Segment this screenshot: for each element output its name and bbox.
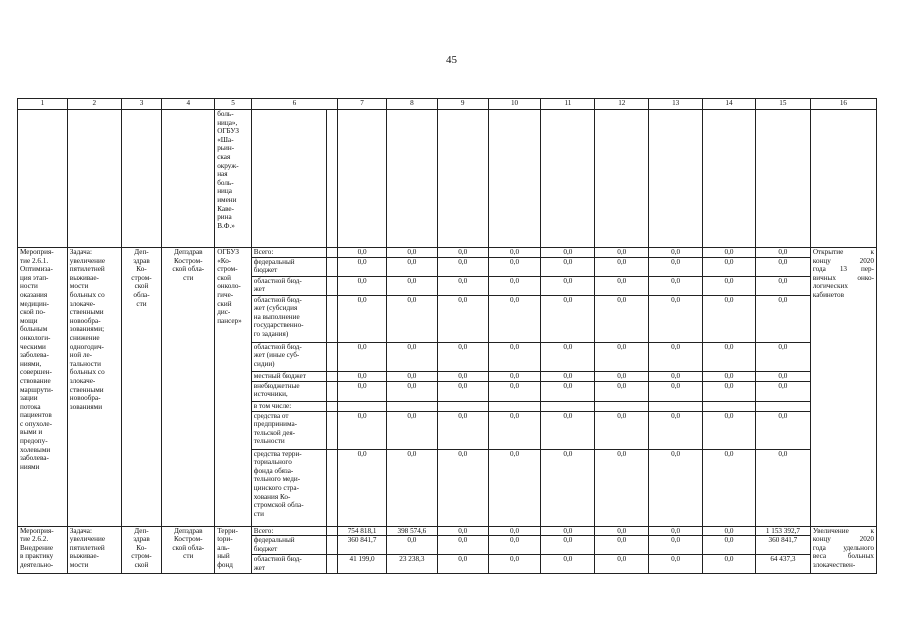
- header-cell: 2: [67, 99, 121, 110]
- continuation-cell: [755, 110, 810, 248]
- value-cell: 0,0: [541, 248, 595, 258]
- value-cell: 0,0: [755, 276, 810, 295]
- block2-col1: Мероприя- тие 2.6.2. Внедрение в практику деятельно-: [18, 526, 68, 574]
- value-cell: 360 841,7: [755, 536, 810, 555]
- value-cell: 0,0: [488, 248, 541, 258]
- value-cell: [703, 401, 756, 411]
- value-cell: 0,0: [386, 449, 437, 526]
- value-cell: 0,0: [488, 555, 541, 574]
- block1-col1: Мероприя- тие 2.6.1. Оптимиза- ция этап- ности оказания медицин- ской по- мощи больным онкологи- ческими заболева- ниями, совершен- ствование маршрути- зации потока пациентов с опухоле- выми и предопу- холевыми заболева- ниями: [18, 248, 68, 527]
- value-cell: 0,0: [649, 536, 703, 555]
- block2-col4: Депздрав Костром- ской обла- сти: [162, 526, 215, 574]
- continuation-cell: [121, 110, 162, 248]
- value-cell: 398 574,6: [386, 526, 437, 536]
- continuation-cell: [67, 110, 121, 248]
- budget-table: [17, 98, 877, 574]
- value-cell: 0,0: [541, 381, 595, 401]
- value-cell: 0,0: [338, 257, 387, 276]
- value-cell: 0,0: [541, 536, 595, 555]
- value-cell: 0,0: [488, 411, 541, 449]
- value-cell: 0,0: [755, 257, 810, 276]
- value-cell: 0,0: [437, 536, 488, 555]
- value-cell: 1 153 392,7: [755, 526, 810, 536]
- value-cell: 0,0: [338, 381, 387, 401]
- value-cell: 0,0: [437, 276, 488, 295]
- value-cell: 0,0: [595, 248, 649, 258]
- header-cell: 15: [755, 99, 810, 110]
- value-cell: 0,0: [437, 555, 488, 574]
- continuation-cell: [338, 110, 387, 248]
- value-cell: 0,0: [755, 449, 810, 526]
- value-cell: 0,0: [703, 449, 756, 526]
- block2-col3: Деп- здрав Ко- стром- ской: [121, 526, 162, 574]
- value-cell: 0,0: [386, 342, 437, 371]
- value-cell: 0,0: [541, 555, 595, 574]
- spacer-cell: [327, 555, 338, 574]
- value-cell: 0,0: [703, 295, 756, 342]
- value-cell: 0,0: [595, 371, 649, 381]
- value-cell: 64 437,3: [755, 555, 810, 574]
- continuation-cell: [595, 110, 649, 248]
- value-cell: 0,0: [386, 276, 437, 295]
- value-cell: 0,0: [488, 449, 541, 526]
- value-cell: 0,0: [649, 257, 703, 276]
- value-cell: 0,0: [595, 411, 649, 449]
- header-cell: 6: [251, 99, 337, 110]
- value-cell: 0,0: [595, 526, 649, 536]
- header-cell: 13: [649, 99, 703, 110]
- value-cell: 0,0: [595, 257, 649, 276]
- header-cell: 9: [437, 99, 488, 110]
- value-cell: [541, 401, 595, 411]
- value-cell: 0,0: [649, 342, 703, 371]
- source-label: федеральный бюджет: [251, 536, 326, 555]
- source-label: областной бюд- жет (субсидия на выполнение государственно- го задания): [251, 295, 326, 342]
- value-cell: 0,0: [488, 381, 541, 401]
- block1-col16: Открытие к концу 2020 года 13 пер- вичных онко- логических кабинетов: [810, 248, 876, 527]
- value-cell: [338, 401, 387, 411]
- value-cell: 0,0: [437, 295, 488, 342]
- continuation-cell: [703, 110, 756, 248]
- source-label: областной бюд- жет: [251, 555, 326, 574]
- value-cell: [386, 401, 437, 411]
- value-cell: 0,0: [703, 371, 756, 381]
- spacer-cell: [327, 526, 338, 536]
- block1-col5: ОГБУЗ «Ко- стром- ской онколо- гиче- ский дис- пансер»: [215, 248, 252, 527]
- source-label: местный бюджет: [251, 371, 326, 381]
- source-label: в том числе:: [251, 401, 326, 411]
- value-cell: 0,0: [703, 536, 756, 555]
- value-cell: 0,0: [755, 411, 810, 449]
- header-cell: 4: [162, 99, 215, 110]
- table-row: [18, 526, 877, 536]
- value-cell: 0,0: [703, 248, 756, 258]
- value-cell: 0,0: [649, 381, 703, 401]
- continuation-cell: [386, 110, 437, 248]
- spacer-cell: [327, 257, 338, 276]
- spacer-cell: [327, 276, 338, 295]
- value-cell: 0,0: [386, 381, 437, 401]
- value-cell: 23 238,3: [386, 555, 437, 574]
- value-cell: 0,0: [703, 411, 756, 449]
- value-cell: 0,0: [649, 555, 703, 574]
- spacer-cell: [327, 371, 338, 381]
- value-cell: 0,0: [649, 295, 703, 342]
- header-cell: 8: [386, 99, 437, 110]
- value-cell: 754 818,1: [338, 526, 387, 536]
- value-cell: 0,0: [755, 295, 810, 342]
- spacer-cell: [327, 248, 338, 258]
- value-cell: 0,0: [703, 342, 756, 371]
- continuation-cell: [649, 110, 703, 248]
- value-cell: 0,0: [541, 295, 595, 342]
- spacer-cell: [327, 449, 338, 526]
- value-cell: [649, 401, 703, 411]
- page-number: 45: [446, 54, 457, 66]
- value-cell: 0,0: [386, 411, 437, 449]
- value-cell: 0,0: [755, 248, 810, 258]
- value-cell: 0,0: [703, 381, 756, 401]
- header-cell: 12: [595, 99, 649, 110]
- continuation-cell: [162, 110, 215, 248]
- value-cell: 0,0: [338, 371, 387, 381]
- value-cell: 0,0: [649, 411, 703, 449]
- value-cell: 0,0: [488, 342, 541, 371]
- value-cell: 0,0: [437, 371, 488, 381]
- source-label: областной бюд- жет (иные суб- сидии): [251, 342, 326, 371]
- source-label: Всего:: [251, 526, 326, 536]
- header-cell: 11: [541, 99, 595, 110]
- continuation-cell: [251, 110, 326, 248]
- block1-col4: Депздрав Костром- ской обла- сти: [162, 248, 215, 527]
- value-cell: 0,0: [338, 342, 387, 371]
- value-cell: 41 199,0: [338, 555, 387, 574]
- value-cell: 0,0: [595, 342, 649, 371]
- value-cell: 0,0: [595, 381, 649, 401]
- spacer-cell: [327, 536, 338, 555]
- spacer-cell: [327, 411, 338, 449]
- value-cell: 0,0: [649, 276, 703, 295]
- table-row: [18, 248, 877, 258]
- block2-col16: Увеличение к концу 2020 года удельного веса больных злокачествен-: [810, 526, 876, 574]
- value-cell: [755, 401, 810, 411]
- continuation-cell: [18, 110, 68, 248]
- value-cell: [488, 401, 541, 411]
- value-cell: 0,0: [386, 371, 437, 381]
- value-cell: [437, 401, 488, 411]
- block1-col3: Деп- здрав Ко- стром- ской обла- сти: [121, 248, 162, 527]
- value-cell: 0,0: [649, 526, 703, 536]
- value-cell: 0,0: [541, 342, 595, 371]
- value-cell: 0,0: [437, 342, 488, 371]
- value-cell: 0,0: [595, 449, 649, 526]
- value-cell: 0,0: [338, 276, 387, 295]
- value-cell: 0,0: [437, 257, 488, 276]
- value-cell: 0,0: [595, 536, 649, 555]
- value-cell: 0,0: [541, 449, 595, 526]
- header-cell: 1: [18, 99, 68, 110]
- value-cell: 0,0: [649, 449, 703, 526]
- value-cell: 0,0: [386, 295, 437, 342]
- value-cell: 0,0: [488, 526, 541, 536]
- spacer-cell: [327, 401, 338, 411]
- value-cell: [595, 401, 649, 411]
- value-cell: 0,0: [437, 411, 488, 449]
- header-cell: 5: [215, 99, 252, 110]
- continuation-cell: [488, 110, 541, 248]
- value-cell: 0,0: [595, 295, 649, 342]
- source-label: Всего:: [251, 248, 326, 258]
- block1-col2: Задача: увеличение пятилетней выживае- мости больных со злокаче- ственными новообра- зованиями; снижение одногодич- ной ле- тальности больных со злокаче- ственными новообра- зованиями: [67, 248, 121, 527]
- value-cell: 0,0: [488, 371, 541, 381]
- value-cell: 0,0: [386, 248, 437, 258]
- value-cell: 0,0: [595, 555, 649, 574]
- header-cell: 7: [338, 99, 387, 110]
- spacer-cell: [327, 342, 338, 371]
- source-label: областной бюд- жет: [251, 276, 326, 295]
- source-label: средства от предпринима- тельской дея- тельности: [251, 411, 326, 449]
- value-cell: 0,0: [703, 526, 756, 536]
- value-cell: 0,0: [437, 449, 488, 526]
- continuation-cell: боль- ница», ОГБУЗ «Ша- рьин- ская окруж- ная боль- ница имени Каве- рина В.Ф.»: [215, 110, 252, 248]
- value-cell: 0,0: [541, 526, 595, 536]
- value-cell: 0,0: [338, 295, 387, 342]
- header-cell: 14: [703, 99, 756, 110]
- source-label: средства терри- ториального фонда обяза- тельного меди- цинского стра- хования Ко- стромской обла- сти: [251, 449, 326, 526]
- header-cell: 3: [121, 99, 162, 110]
- value-cell: 0,0: [338, 411, 387, 449]
- value-cell: 0,0: [338, 248, 387, 258]
- value-cell: 0,0: [541, 371, 595, 381]
- value-cell: 0,0: [703, 276, 756, 295]
- continuation-cell: [810, 110, 876, 248]
- value-cell: 0,0: [386, 536, 437, 555]
- value-cell: 0,0: [703, 555, 756, 574]
- source-label: внебюджетные источники,: [251, 381, 326, 401]
- value-cell: 0,0: [649, 371, 703, 381]
- value-cell: 0,0: [649, 248, 703, 258]
- value-cell: 0,0: [541, 276, 595, 295]
- value-cell: 0,0: [338, 449, 387, 526]
- block2-col2: Задача: увеличение пятилетней выживае- мости: [67, 526, 121, 574]
- continuation-cell: [327, 110, 338, 248]
- value-cell: 0,0: [541, 257, 595, 276]
- header-row: [18, 99, 877, 110]
- header-cell: 10: [488, 99, 541, 110]
- continuation-row: [18, 110, 877, 248]
- value-cell: 0,0: [488, 536, 541, 555]
- value-cell: 360 841,7: [338, 536, 387, 555]
- value-cell: 0,0: [437, 248, 488, 258]
- source-label: федеральный бюджет: [251, 257, 326, 276]
- value-cell: 0,0: [755, 381, 810, 401]
- spacer-cell: [327, 295, 338, 342]
- spacer-cell: [327, 381, 338, 401]
- value-cell: 0,0: [437, 381, 488, 401]
- value-cell: 0,0: [755, 371, 810, 381]
- value-cell: 0,0: [488, 295, 541, 342]
- value-cell: 0,0: [595, 276, 649, 295]
- value-cell: 0,0: [488, 257, 541, 276]
- header-cell: 16: [810, 99, 876, 110]
- block2-col5: Терри- tори- аль- ный фонд: [215, 526, 252, 574]
- value-cell: 0,0: [488, 276, 541, 295]
- continuation-cell: [541, 110, 595, 248]
- continuation-cell: [437, 110, 488, 248]
- value-cell: 0,0: [703, 257, 756, 276]
- value-cell: 0,0: [541, 411, 595, 449]
- value-cell: 0,0: [755, 342, 810, 371]
- value-cell: 0,0: [386, 257, 437, 276]
- value-cell: 0,0: [437, 526, 488, 536]
